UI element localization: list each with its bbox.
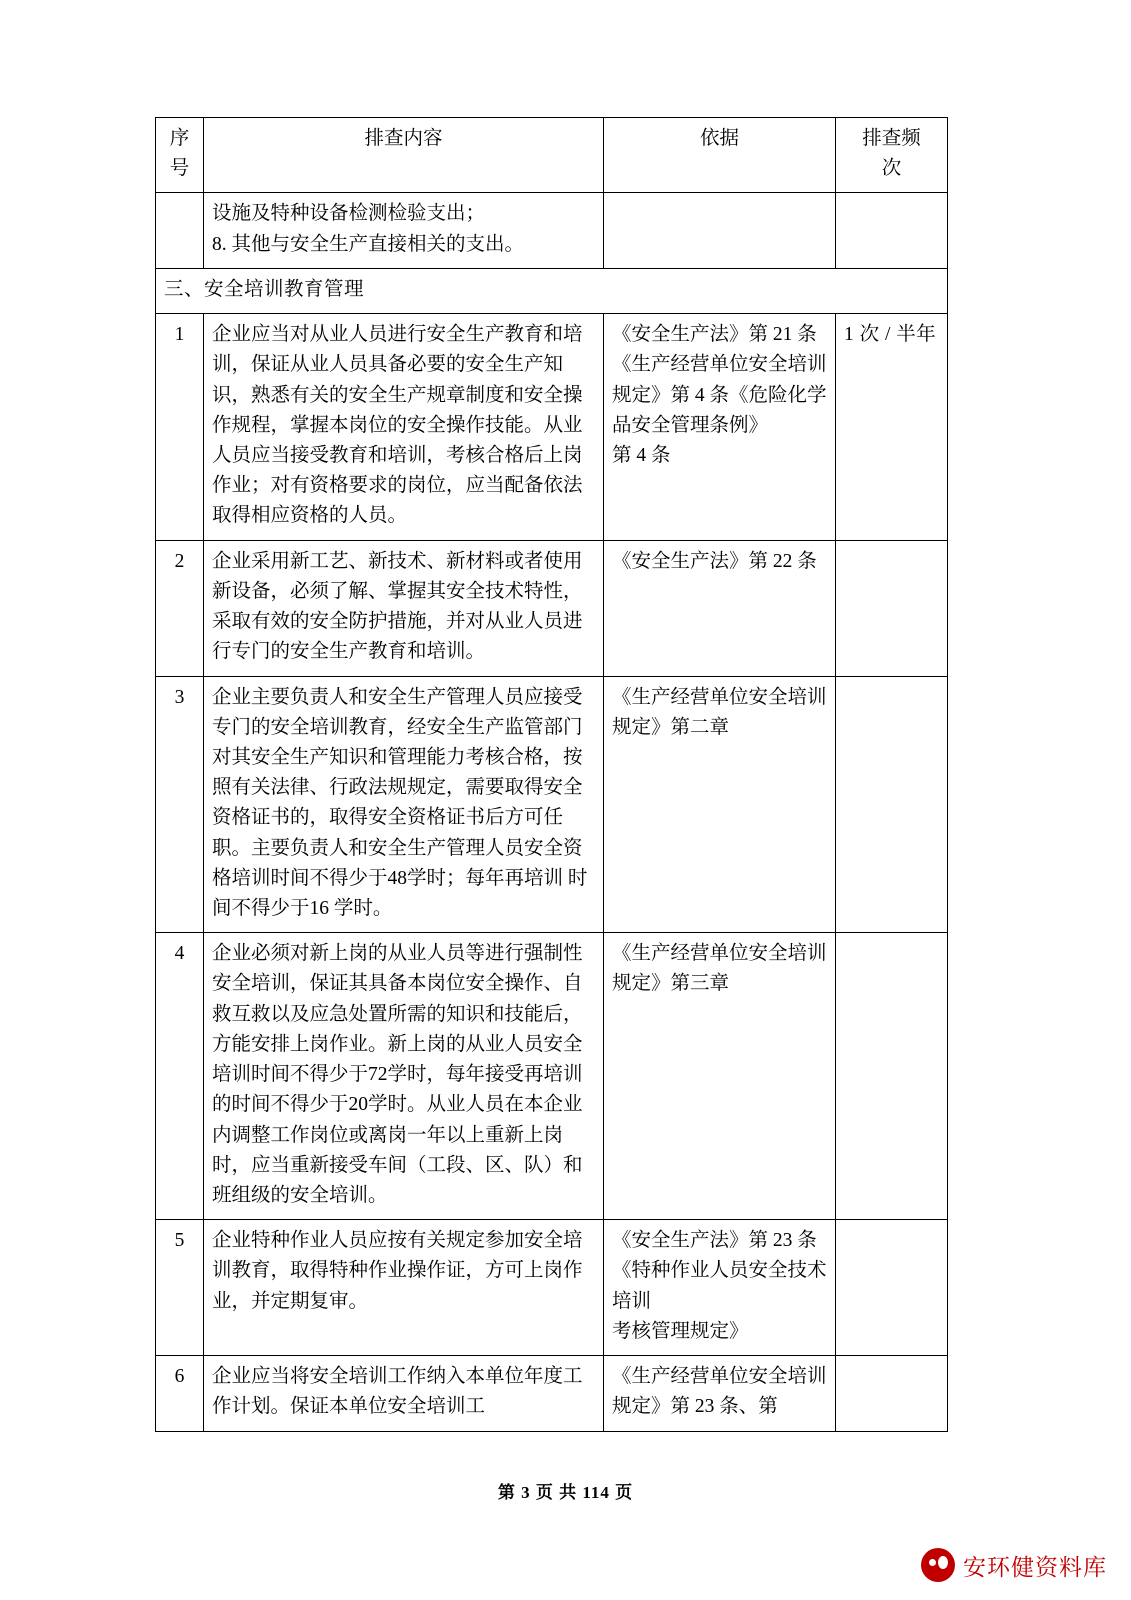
table-header-row [156, 118, 948, 193]
row-basis [604, 193, 836, 268]
row-frequency [836, 193, 948, 268]
table-body [156, 193, 948, 1431]
row-basis: 《安全生产法》第 23 条 《特种作业人员安全技术培训 考核管理规定》 [604, 1220, 836, 1356]
wechat-icon [921, 1548, 955, 1582]
row-frequency [836, 933, 948, 1220]
column-header-frequency: 排查频 次 [836, 118, 948, 193]
inspection-table [155, 117, 948, 1432]
table-row [156, 1356, 948, 1431]
row-content: 企业主要负责人和安全生产管理人员应接受专门的安全培训教育，经安全生产监管部门对其安全生产知识和管理能力考核合格，按照有关法律、行政法规规定，需要取得安全资格证书的，取得安全资格证书后方可任职。主要负责人和安全生产管理人员安全资格培训时间不得少于48学时；每年再培训 时间不得少于16 学时。 [204, 676, 604, 933]
row-index: 4 [156, 933, 204, 1220]
table-row [156, 933, 948, 1220]
row-content: 企业应当将安全培训工作纳入本单位年度工作计划。保证本单位安全培训工 [204, 1356, 604, 1431]
row-index: 1 [156, 314, 204, 541]
column-header-content: 排查内容 [204, 118, 604, 193]
row-frequency [836, 1220, 948, 1356]
row-index: 2 [156, 540, 204, 676]
section-title: 三、安全培训教育管理 [156, 268, 948, 313]
row-basis: 《生产经营单位安全培训规定》第 23 条、第 [604, 1356, 836, 1431]
watermark-label: 安环健资料库 [963, 1553, 1107, 1580]
row-content: 企业采用新工艺、新技术、新材料或者使用新设备，必须了解、掌握其安全技术特性，采取有效的安全防护措施，并对从业人员进行专门的安全生产教育和培训。 [204, 540, 604, 676]
row-basis: 《生产经营单位安全培训规定》第三章 [604, 933, 836, 1220]
row-index: 5 [156, 1220, 204, 1356]
table-row [156, 1220, 948, 1356]
table-header [156, 118, 948, 193]
row-index [156, 193, 204, 268]
page-footer: 第 3 页 共 114 页 [497, 1483, 634, 1502]
row-frequency [836, 540, 948, 676]
row-frequency: 1 次 / 半年 [836, 314, 948, 541]
watermark [921, 1548, 1107, 1582]
row-basis: 《生产经营单位安全培训规定》第二章 [604, 676, 836, 933]
column-header-no: 序 号 [156, 118, 204, 193]
row-basis: 《安全生产法》第 21 条《生产经营单位安全培训规定》第 4 条《危险化学品安全管理条例》 第 4 条 [604, 314, 836, 541]
row-index: 3 [156, 676, 204, 933]
table-section-row [156, 268, 948, 313]
row-content: 设施及特种设备检测检验支出； 8. 其他与安全生产直接相关的支出。 [204, 193, 604, 268]
row-basis: 《安全生产法》第 22 条 [604, 540, 836, 676]
table-row [156, 314, 948, 541]
row-content: 企业必须对新上岗的从业人员等进行强制性安全培训，保证其具备本岗位安全操作、自救互救以及应急处置所需的知识和技能后，方能安排上岗作业。新上岗的从业人员安全培训时间不得少于72学时，每年接受再培训的时间不得少于20学时。从业人员在本企业内调整工作岗位或离岗一年以上重新上岗时，应当重新接受车间（工段、区、队）和班组级的安全培训。 [204, 933, 604, 1220]
column-header-basis: 依据 [604, 118, 836, 193]
table-row [156, 193, 948, 268]
table-row [156, 676, 948, 933]
row-frequency [836, 676, 948, 933]
row-content: 企业特种作业人员应按有关规定参加安全培训教育，取得特种作业操作证，方可上岗作业，并定期复审。 [204, 1220, 604, 1356]
row-frequency [836, 1356, 948, 1431]
table-row [156, 540, 948, 676]
row-content: 企业应当对从业人员进行安全生产教育和培训，保证从业人员具备必要的安全生产知识，熟悉有关的安全生产规章制度和安全操作规程，掌握本岗位的安全操作技能。从业人员应当接受教育和培训，考核合格后上岗作业；对有资格要求的岗位，应当配备依法取得相应资格的人员。 [204, 314, 604, 541]
row-index: 6 [156, 1356, 204, 1431]
